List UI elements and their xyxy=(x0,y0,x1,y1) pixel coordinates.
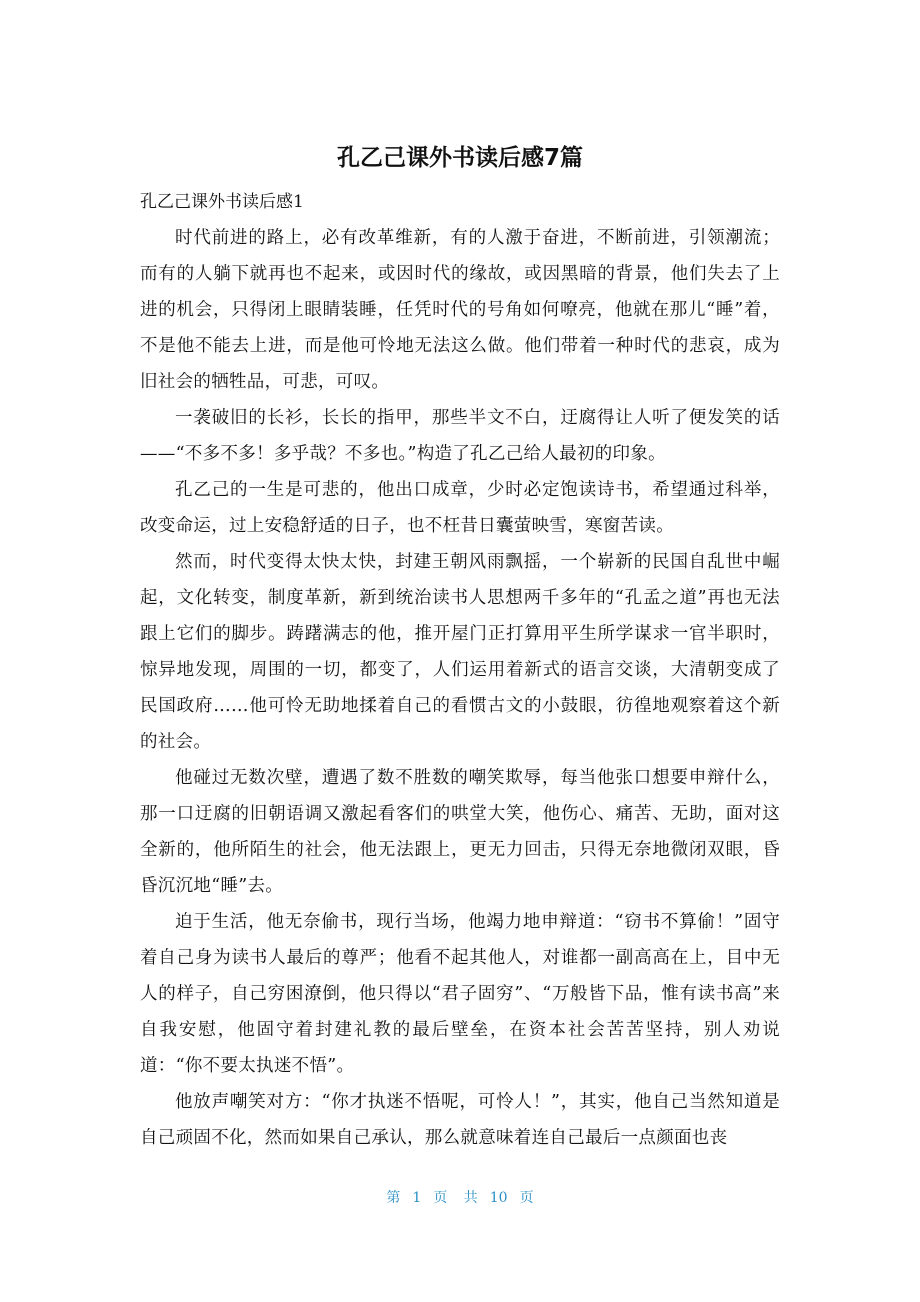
paragraph: 孔乙己的一生是可悲的，他出口成章，少时必定饱读诗书，希望通过科举，改变命运，过上安稳舒适的日子，也不枉昔日囊萤映雪，寒窗苦读。 xyxy=(140,480,780,536)
current-page-number: 1 xyxy=(412,1190,422,1206)
page-title: 孔乙己课外书读后感7篇 xyxy=(336,145,583,171)
paragraph: 然而，时代变得太快太快，封建王朝风雨飘摇，一个崭新的民国自乱世中崛起，文化转变，制度革新，新到统治读书人思想两千多年的“孔孟之道”再也无法跟上它们的脚步。踌躇满志的他，推开屋门正打算用平生所学谋求一官半职时，惊异地发现，周围的一切，都变了，人们运用着新式的语言交谈，大清朝变成了民国政府……他可怜无助地揉着自己的看惯古文的小鼓眼，彷徨地观察着这个新的社会。 xyxy=(140,552,780,752)
page-label-suffix: 页 xyxy=(519,1190,534,1206)
page-footer xyxy=(0,1186,920,1210)
total-pages-number: 10 xyxy=(489,1190,508,1206)
paragraph: 时代前进的路上，必有改革维新，有的人激于奋进，不断前进，引领潮流；而有的人躺下就再也不起来，或因时代的缘故，或因黑暗的背景，他们失去了上进的机会，只得闭上眼睛装睡，任凭时代的号角如何嘹亮，他就在那儿“睡”着，不是他不能去上进，而是他可怜地无法这么做。他们带着一种时代的悲哀，成为旧社会的牺牲品，可悲，可叹。 xyxy=(140,228,780,392)
paragraph: 他碰过无数次壁，遭遇了数不胜数的嘲笑欺辱，每当他张口想要申辩什么，那一口迂腐的旧朝语调又激起看客们的哄堂大笑，他伤心、痛苦、无助，面对这全新的，他所陌生的社会，他无法跟上，更无力回击，只得无奈地微闭双眼，昏昏沉沉地“睡”去。 xyxy=(140,768,780,896)
section-heading: 孔乙己课外书读后感1 xyxy=(140,192,304,212)
paragraph: 一袭破旧的长衫，长长的指甲，那些半文不白，迂腐得让人听了便发笑的话——“不多不多！多乎哉？不多也。”构造了孔乙己给人最初的印象。 xyxy=(140,408,780,464)
document-body xyxy=(140,184,780,1156)
paragraph: 迫于生活，他无奈偷书，现行当场，他竭力地申辩道：“窃书不算偷！”固守着自己身为读书人最后的尊严；他看不起其他人，对谁都一副高高在上，目中无人的样子，自己穷困潦倒，他只得以“君子固穷”、“万般皆下品，惟有读书高”来自我安慰，他固守着封建礼教的最后壁垒，在资本社会苦苦坚持，别人劝说道：“你不要太执迷不悟”。 xyxy=(140,912,780,1076)
paragraph: 他放声嘲笑对方：“你才执迷不悟呢，可怜人！”，其实，他自己当然知道是自己顽固不化，然而如果自己承认，那么就意味着连自己最后一点颜面也丧 xyxy=(140,1092,780,1148)
page-label-mid: 页 共 xyxy=(433,1190,478,1206)
page-label-prefix: 第 xyxy=(386,1190,401,1206)
